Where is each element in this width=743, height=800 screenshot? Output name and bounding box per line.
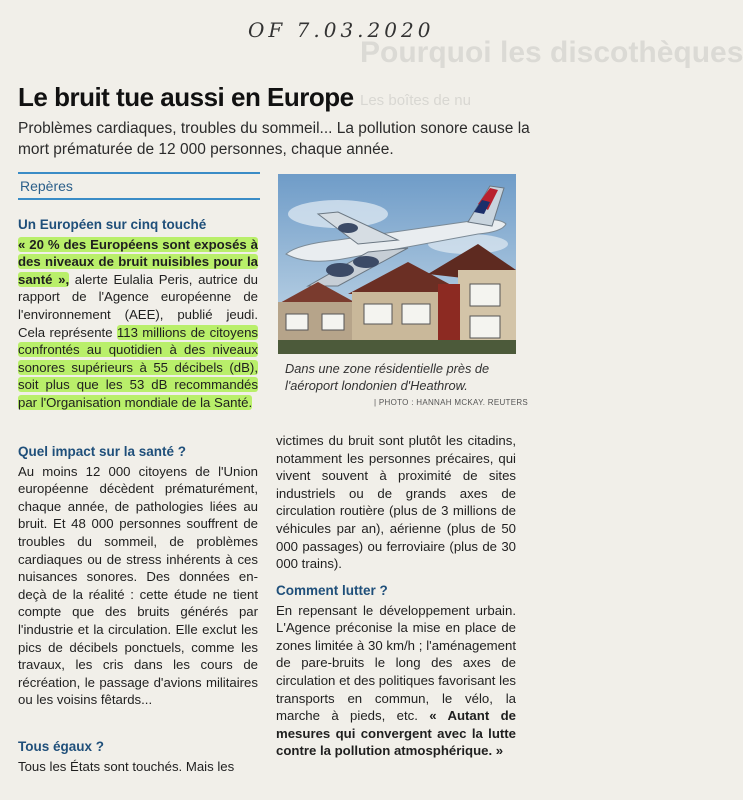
bleed-through-headline: Pourquoi les discothèques xyxy=(360,36,743,69)
section-body xyxy=(18,236,258,412)
photo-credit: | PHOTO : HANNAH MCKAY. REUTERS xyxy=(374,398,529,407)
section-body xyxy=(276,602,516,760)
article-title: Le bruit tue aussi en Europe xyxy=(18,82,354,112)
section-heading: Un Européen sur cinq touché xyxy=(18,217,207,232)
col2-continued-text xyxy=(276,432,516,573)
photo-caption: Dans une zone résidentielle près de l'aéroport londonien d'Heathrow. xyxy=(285,361,490,393)
section-body: Au moins 12 000 citoyens de l'Union européenne décèdent prématurément, chaque année, de pathologies liées au bruit. Et 48 000 personnes souffrent de troubles du sommeil, de problèmes cardiaques ou de stress inhérents à ces nuisances sonores. Des données en-deçà de la réalité : cette étude ne tient compte que des bruits générés par l'industrie et la circulation. Elle exclut les pics de décibels ponctuels, comme les travaux, les cris dans les cours de récréation, le passage d'avions militaires ou les voisins fêtards... xyxy=(18,463,258,708)
section-heading: Comment lutter ? xyxy=(276,583,388,598)
highlighted-quote: « 20 % des Européens sont exposés à des niveaux de bruit nuisibles pour la santé », xyxy=(18,236,258,287)
airplane-over-houses-image xyxy=(278,174,516,354)
section-tous-egaux xyxy=(18,738,258,775)
reperes-label: Repères xyxy=(18,172,260,200)
section-heading: Quel impact sur la santé ? xyxy=(18,444,187,459)
article-lede: Problèmes cardiaques, troubles du sommeil... La pollution sonore cause la mort prématurée de 12 000 personnes, chaque année. xyxy=(18,120,530,158)
body-text: alerte Eulalia Peris, autrice du rapport de l'Agence européenne de l'environnement (AEE), publié jeudi. Cela représente xyxy=(18,271,258,340)
section-heading: Tous égaux ? xyxy=(18,739,105,754)
handwritten-date: OF 7.03.2020 xyxy=(248,18,435,42)
section-body: Tous les États sont touchés. Mais les xyxy=(18,758,235,774)
bleed-through-subtitle: Les boîtes de nu xyxy=(360,92,471,109)
highlighted-text: 113 millions de citoyens confrontés au quotidien à des niveaux sonores supérieurs à 55 décibels (dB), soit plus que les 53 dB recommandés par l'Organisation mondiale de la Santé. xyxy=(18,324,258,410)
heathrow-photo xyxy=(278,174,516,354)
section-un-europeen xyxy=(18,216,258,412)
section-impact-sante xyxy=(18,443,258,709)
closing-quote: « Autant de mesures qui convergent avec la lutte contre la pollution atmosphérique. » xyxy=(276,708,516,759)
body-text: En repensant le développement urbain. L'Agence préconise la mise en place de zones limitée à 30 km/h ; l'aménagement de pare-bruits le long des axes de circulation et des politiques favorisant les transports en commun, le vélo, la marche à pieds, etc. xyxy=(276,602,516,724)
section-comment-lutter xyxy=(276,582,516,760)
section-body: victimes du bruit sont plutôt les citadins, notamment les personnes précaires, qui vivent souvent à proximité de sites industriels ou de grands axes de circulation routière (plus de 3 millions de véhicules par an), aérienne (plus de 50 000 passages) ou ferroviaire (plus de 30 000 trains). xyxy=(276,433,516,572)
